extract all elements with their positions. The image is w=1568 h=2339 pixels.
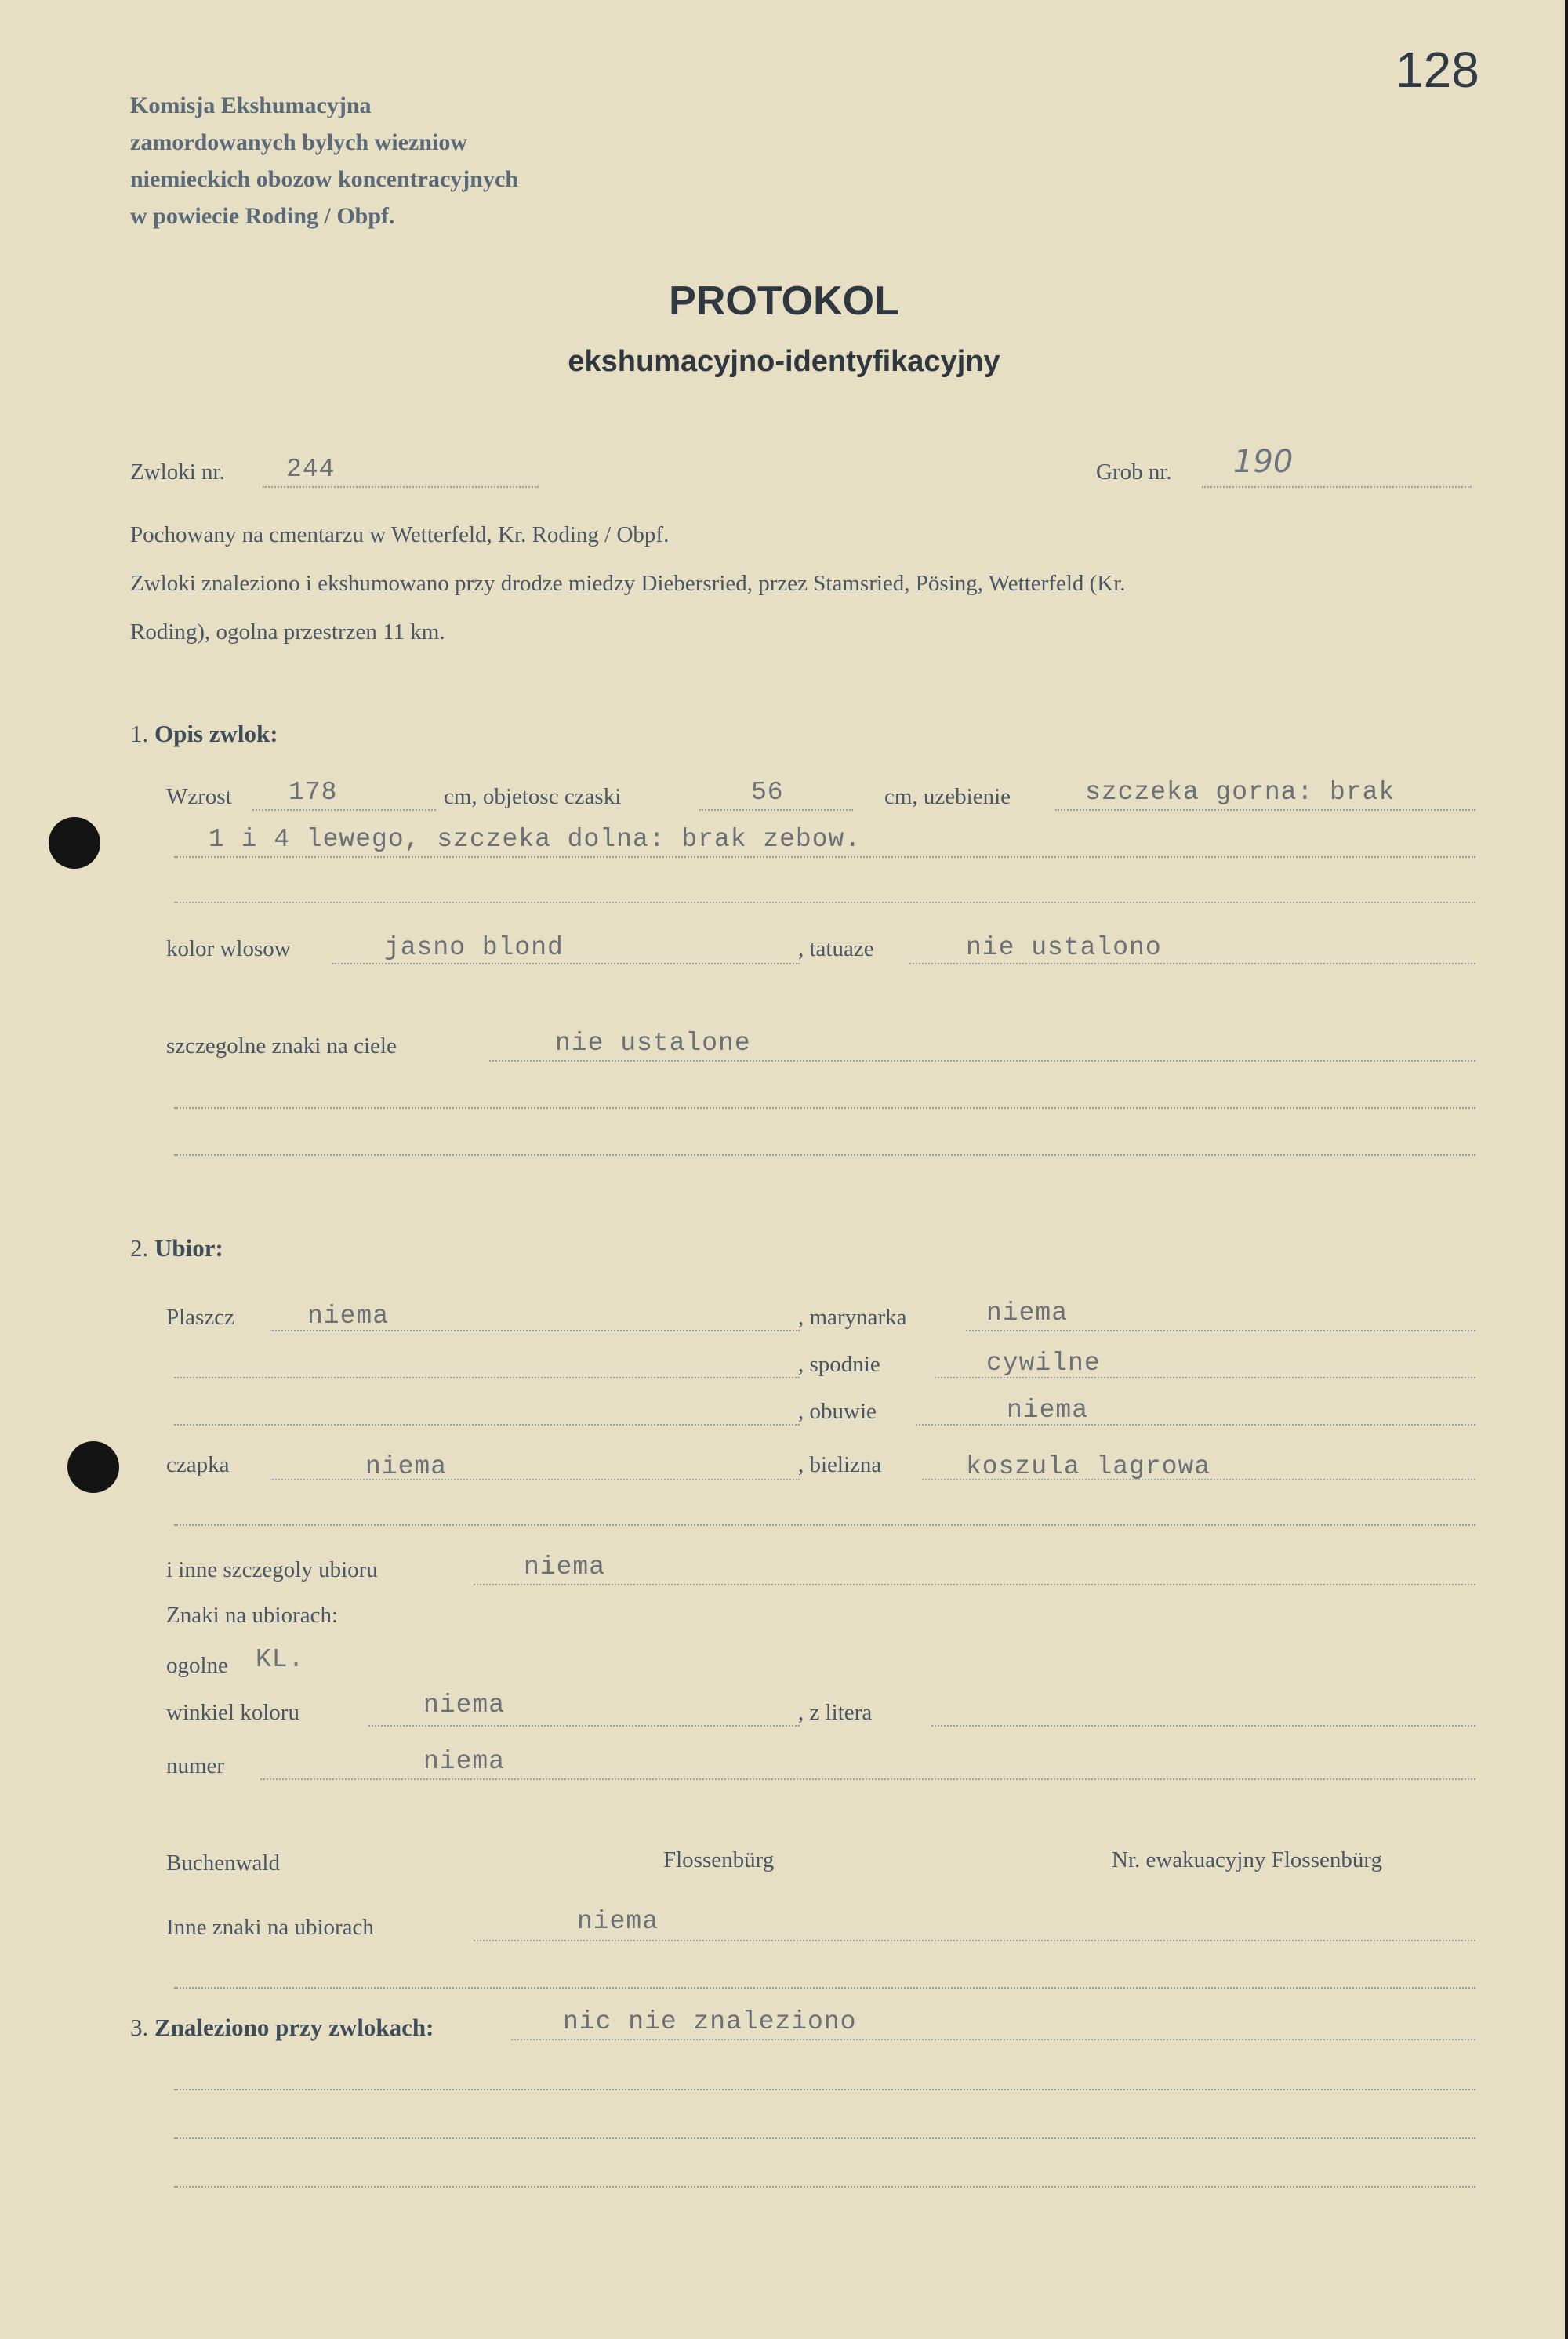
- section-1-heading: [130, 720, 278, 748]
- ogolne-value: KL.: [256, 1645, 305, 1674]
- wzrost-value: 178: [289, 778, 338, 807]
- grob-value: 190: [1233, 444, 1294, 480]
- winkiel-label: winkiel koloru: [166, 1700, 299, 1725]
- winkiel-value: niema: [423, 1691, 506, 1720]
- inne-line: [474, 1584, 1475, 1585]
- section-3-value: nic nie znaleziono: [563, 2007, 857, 2036]
- inne-znaki-value: niema: [577, 1907, 659, 1936]
- wzrost-label: Wzrost: [166, 784, 232, 809]
- section-3-title: Znaleziono przy zwlokach:: [154, 2014, 434, 2041]
- winkiel-line: [368, 1725, 800, 1727]
- spodnie-label: , spodnie: [798, 1352, 880, 1377]
- numer-line: [260, 1778, 1475, 1780]
- uzebienie-value-2: 1 i 4 lewego, szczeka dolna: brak zebow.: [209, 825, 862, 854]
- section-3-heading: [130, 2014, 434, 2042]
- znaki-cialo-label: szczegolne znaki na ciele: [166, 1033, 397, 1059]
- czapka-value: niema: [365, 1452, 448, 1481]
- ogolne-label: ogolne: [166, 1653, 228, 1678]
- page-number: 128: [1396, 42, 1479, 98]
- grob-label: Grob nr.: [1096, 459, 1172, 485]
- objetosc-label: cm, objetosc czaski: [444, 784, 622, 809]
- document-subtitle: ekshumacyjno-identyfikacyjny: [568, 345, 1000, 378]
- marynarka-value: niema: [986, 1298, 1069, 1327]
- znaki-cialo-line: [489, 1060, 1475, 1062]
- zwloki-line: [263, 486, 539, 488]
- uzebienie-line-2: [174, 856, 1475, 858]
- czaski-value: 56: [751, 778, 784, 807]
- inne-label: i inne szczegoly ubioru: [166, 1557, 378, 1582]
- blank-line-9: [174, 2137, 1475, 2139]
- obuwie-value: niema: [1007, 1396, 1089, 1425]
- flossenburg-label: Flossenbürg: [663, 1847, 775, 1872]
- header-line-2: zamordowanych bylych wiezniow: [130, 129, 467, 155]
- tatuaze-line: [909, 963, 1475, 964]
- document-title: PROTOKOL: [669, 278, 899, 324]
- intro-line-2: Zwloki znaleziono i ekshumowano przy drodze miedzy Diebersried, przez Stamsried, Pösing, Wetterfeld (Kr.: [130, 571, 1126, 596]
- blank-line-2: [174, 1107, 1475, 1109]
- kolor-value: jasno blond: [384, 933, 564, 962]
- litera-line: [931, 1725, 1475, 1727]
- inne-znaki-label: Inne znaki na ubiorach: [166, 1915, 374, 1940]
- zwloki-value: 244: [286, 455, 336, 484]
- obuwie-line: [916, 1424, 1475, 1426]
- zwloki-label: Zwloki nr.: [130, 459, 225, 485]
- punch-hole-top: [49, 817, 100, 869]
- kolor-line: [332, 963, 800, 964]
- wzrost-line: [252, 809, 436, 811]
- tatuaze-label: , tatuaze: [798, 936, 874, 961]
- blank-line-8: [174, 2089, 1475, 2090]
- uzebienie-line-1: [1055, 809, 1475, 811]
- plaszcz-label: Plaszcz: [166, 1305, 234, 1330]
- numer-label: numer: [166, 1753, 225, 1778]
- litera-label: , z litera: [798, 1700, 873, 1725]
- tatuaze-value: nie ustalono: [966, 933, 1162, 962]
- header-line-3: niemieckich obozow koncentracyjnych: [130, 166, 518, 192]
- section-3-number: 3.: [130, 2014, 149, 2041]
- czapka-line: [270, 1479, 800, 1480]
- blank-line-5: [174, 1424, 800, 1426]
- bielizna-label: , bielizna: [798, 1452, 882, 1477]
- kolor-label: kolor wlosow: [166, 936, 291, 961]
- section-3-line: [511, 2039, 1475, 2040]
- blank-line-10: [174, 2186, 1475, 2188]
- uzebienie-label: cm, uzebienie: [884, 784, 1011, 809]
- section-1-number: 1.: [130, 720, 149, 747]
- uzebienie-value-1: szczeka gorna: brak: [1085, 778, 1396, 807]
- inne-znaki-line: [474, 1940, 1475, 1941]
- section-2-heading: [130, 1234, 223, 1262]
- obuwie-label: , obuwie: [798, 1399, 877, 1424]
- intro-line-1: Pochowany na cmentarzu w Wetterfeld, Kr. Roding / Obpf.: [130, 522, 670, 547]
- blank-line-1: [174, 902, 1475, 903]
- grob-line: [1202, 486, 1472, 488]
- spodnie-value: cywilne: [986, 1349, 1101, 1378]
- blank-line-6: [174, 1524, 1475, 1526]
- znaki-cialo-value: nie ustalone: [555, 1029, 751, 1058]
- section-1-title: Opis zwlok:: [154, 720, 278, 747]
- punch-hole-bottom: [67, 1441, 119, 1493]
- czaski-line: [699, 809, 853, 811]
- header-line-1: Komisja Ekshumacyjna: [130, 93, 372, 118]
- blank-line-4: [174, 1377, 800, 1378]
- blank-line-3: [174, 1154, 1475, 1156]
- marynarka-line: [966, 1330, 1475, 1331]
- intro-line-3: Roding), ogolna przestrzen 11 km.: [130, 619, 445, 645]
- znaki-ubior-label: Znaki na ubiorach:: [166, 1603, 339, 1628]
- plaszcz-value: niema: [307, 1302, 390, 1331]
- inne-value: niema: [524, 1553, 606, 1582]
- czapka-label: czapka: [166, 1452, 230, 1477]
- bielizna-value: koszula lagrowa: [966, 1452, 1211, 1481]
- header-line-4: w powiecie Roding / Obpf.: [130, 203, 395, 229]
- section-2-title: Ubior:: [154, 1234, 223, 1262]
- buchenwald-label: Buchenwald: [166, 1850, 280, 1876]
- blank-line-7: [174, 1987, 1475, 1989]
- marynarka-label: , marynarka: [798, 1305, 907, 1330]
- ewakuacyjny-label: Nr. ewakuacyjny Flossenbürg: [1112, 1847, 1382, 1872]
- numer-value: niema: [423, 1747, 506, 1776]
- section-2-number: 2.: [130, 1234, 149, 1262]
